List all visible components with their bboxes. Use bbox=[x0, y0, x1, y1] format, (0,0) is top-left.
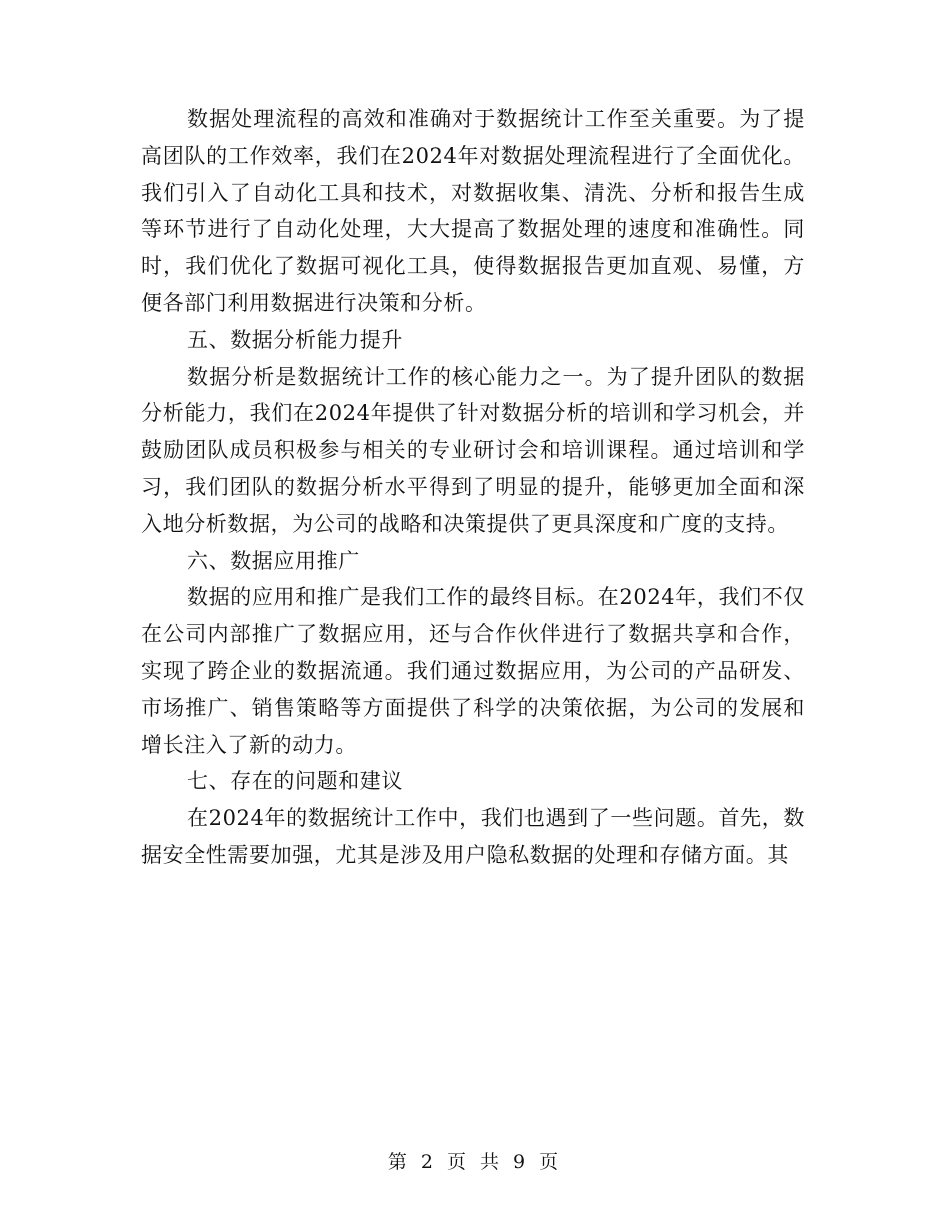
section-heading-6: 六、数据应用推广 bbox=[187, 548, 360, 573]
paragraph-data-processing: 数据处理流程的高效和准确对于数据统计工作至关重要。为了提高团队的工作效率，我们在2024年对数据处理流程进行了全面优化。我们引入了自动化工具和技术，对数据收集、清洗、分析和报告生成等环节进行了自动化处理，大大提高了数据处理的速度和准确性。同时，我们优化了数据可视化工具，使得数据报告更加直观、易懂，方便各部门利用数据进行决策和分析。 bbox=[141, 107, 805, 315]
paragraph-data-analysis: 数据分析是数据统计工作的核心能力之一。为了提升团队的数据分析能力，我们在2024年提供了针对数据分析的培训和学习机会，并鼓励团队成员积极参与相关的专业研讨会和培训课程。通过培训和学习，我们团队的数据分析水平得到了明显的提升，能够更加全面和深入地分析数据，为公司的战略和决策提供了更具深度和广度的支持。 bbox=[141, 364, 805, 536]
section-heading-7: 七、存在的问题和建议 bbox=[187, 769, 403, 794]
section-heading-5: 五、数据分析能力提升 bbox=[187, 327, 403, 352]
paragraph-data-application: 数据的应用和推广是我们工作的最终目标。在2024年，我们不仅在公司内部推广了数据应用，还与合作伙伴进行了数据共享和合作，实现了跨企业的数据流通。我们通过数据应用，为公司的产品研发、市场推广、销售策略等方面提供了科学的决策依据，为公司的发展和增长注入了新的动力。 bbox=[141, 585, 805, 757]
paragraph-issues: 在2024年的数据统计工作中，我们也遇到了一些问题。首先，数据安全性需要加强，尤其是涉及用户隐私数据的处理和存储方面。其 bbox=[141, 806, 805, 867]
page-number-footer: 第 2 页 共 9 页 bbox=[387, 1151, 563, 1173]
document-body bbox=[141, 101, 805, 874]
